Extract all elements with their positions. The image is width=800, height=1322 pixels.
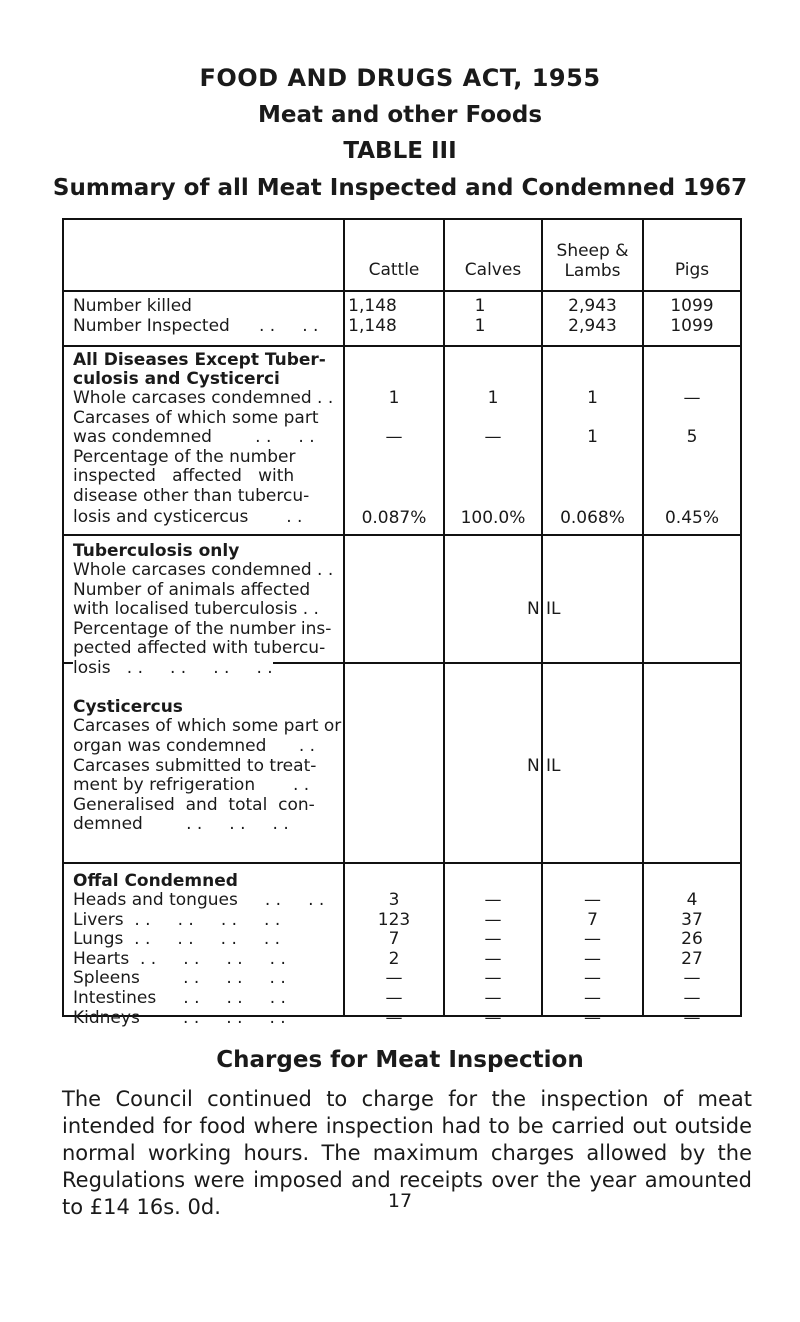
- offal-cell: 123: [377, 909, 411, 930]
- row-label: organ was condemned . .: [73, 736, 316, 756]
- row-label: Generalised and total con-: [73, 795, 315, 815]
- offal-row-label: Hearts . . . . . . . .: [73, 948, 286, 969]
- row-label: Number of animals affected: [73, 580, 311, 600]
- whole-condemned-pigs: —: [683, 388, 701, 408]
- row-label: inspected affected with: [73, 466, 295, 486]
- offal-row-label: Spleens . . . . . .: [73, 968, 286, 989]
- row-rule: [62, 862, 742, 864]
- page-number: 17: [387, 1190, 413, 1212]
- row-label-killed: Number killed: [73, 296, 192, 316]
- charges-paragraph: The Council continued to charge for the inspection of meat intended for food where inspection had to be carried out outside normal working hours. The maximum charges allowed by the Regulations were imposed and receipts over the year amounted to £14 16s. 0d.: [62, 1087, 752, 1219]
- col-header-calves: Calves: [464, 260, 522, 280]
- row-label: Carcases submitted to treat-: [73, 756, 317, 776]
- part-condemned-calves: —: [484, 427, 502, 447]
- act-title: FOOD AND DRUGS ACT, 1955: [199, 64, 601, 92]
- offal-cell: —: [484, 929, 502, 950]
- column-rule: [62, 218, 64, 1017]
- row-label: demned . . . . . .: [73, 814, 289, 834]
- part-condemned-cattle: —: [385, 427, 403, 447]
- column-rule: [740, 218, 742, 1017]
- offal-row-label: Intestines . . . . . .: [73, 988, 286, 1008]
- row-label: Whole carcases condemned . .: [73, 560, 334, 580]
- offal-cell: 3: [388, 890, 400, 910]
- row-label: losis and cysticercus . .: [73, 507, 303, 527]
- offal-cell: 2: [388, 948, 400, 969]
- col-header-cattle: Cattle: [368, 260, 420, 280]
- inspected-sheep: 2,943: [568, 316, 617, 336]
- offal-cell: —: [683, 988, 701, 1008]
- charges-heading: Charges for Meat Inspection: [216, 1047, 584, 1073]
- table-subtitle: Summary of all Meat Inspected and Condemned 1967: [52, 175, 748, 201]
- offal-cell: 4: [686, 890, 698, 910]
- offal-cell: —: [484, 948, 502, 969]
- killed-cattle: 1,148: [348, 296, 397, 316]
- offal-cell: —: [584, 988, 601, 1008]
- offal-row-label: Lungs . . . . . . . .: [73, 929, 281, 950]
- row-label-inspected: Number Inspected: [73, 316, 230, 336]
- row-rule: [62, 534, 742, 536]
- row-label: pected affected with tubercu-: [73, 638, 326, 658]
- percent-calves: 100.0%: [460, 508, 526, 528]
- offal-cell: —: [584, 929, 601, 950]
- row-label: with localised tuberculosis . .: [73, 599, 319, 619]
- whole-condemned-calves: 1: [487, 388, 499, 408]
- offal-cell: —: [683, 1007, 701, 1028]
- part-condemned-sheep: 1: [587, 427, 598, 447]
- offal-cell: —: [683, 968, 701, 989]
- row-label: Percentage of the number ins-: [73, 619, 332, 639]
- part-condemned-pigs: 5: [686, 427, 698, 447]
- row-label: Carcases of which some part or: [73, 716, 342, 736]
- inspected-calves: 1: [474, 316, 486, 336]
- row-dots: . . . .: [259, 316, 319, 336]
- offal-cell: —: [484, 988, 502, 1008]
- offal-cell: 37: [681, 909, 703, 930]
- section-heading: All Diseases Except Tuber-: [73, 350, 326, 370]
- offal-cell: —: [584, 948, 601, 969]
- section-title: Meat and other Foods: [257, 102, 543, 128]
- nil-marker: IL: [546, 599, 561, 619]
- inspected-pigs: 1099: [670, 316, 714, 336]
- offal-cell: —: [584, 890, 601, 910]
- section-heading: culosis and Cysticerci: [73, 369, 280, 389]
- offal-cell: 7: [587, 909, 598, 930]
- percent-sheep: 0.068%: [560, 508, 625, 528]
- percent-pigs: 0.45%: [664, 508, 719, 528]
- row-label: ment by refrigeration . .: [73, 775, 310, 795]
- row-label: Carcases of which some part: [73, 408, 319, 428]
- row-label: losis . . . . . . . .: [73, 658, 273, 678]
- row-label: Percentage of the number: [73, 447, 296, 467]
- table-top-rule: [62, 218, 742, 220]
- nil-marker: N: [527, 599, 540, 619]
- offal-row-label: Livers . . . . . . . .: [73, 909, 281, 930]
- col-header-pigs: Pigs: [674, 260, 710, 280]
- killed-calves: 1: [474, 296, 486, 316]
- section-heading: Cysticercus: [73, 697, 183, 717]
- offal-cell: —: [484, 890, 502, 910]
- percent-cattle: 0.087%: [361, 508, 427, 528]
- killed-sheep: 2,943: [568, 296, 617, 316]
- offal-cell: —: [385, 988, 403, 1008]
- whole-condemned-sheep: 1: [587, 388, 598, 408]
- nil-marker: IL: [546, 756, 561, 776]
- col-header-sheep: Sheep &: [556, 241, 629, 261]
- offal-cell: —: [484, 909, 502, 930]
- row-label: Whole carcases condemned . .: [73, 388, 334, 408]
- offal-cell: —: [385, 968, 403, 989]
- offal-cell: —: [484, 968, 502, 989]
- table-title: TABLE III: [343, 138, 457, 164]
- row-rule: [62, 345, 742, 347]
- offal-cell: —: [584, 968, 601, 989]
- whole-condemned-cattle: 1: [388, 388, 400, 408]
- offal-cell: —: [584, 1007, 601, 1028]
- row-label: was condemned . . . .: [73, 427, 315, 447]
- row-label: disease other than tubercu-: [73, 486, 310, 506]
- offal-cell: 7: [388, 929, 400, 950]
- nil-marker: N: [527, 756, 540, 776]
- killed-pigs: 1099: [670, 296, 714, 316]
- offal-cell: 27: [681, 948, 703, 969]
- offal-cell: —: [484, 1007, 502, 1028]
- offal-cell: —: [385, 1007, 403, 1028]
- section-heading: Offal Condemned: [73, 871, 238, 891]
- inspected-cattle: 1,148: [348, 316, 397, 336]
- col-header-lambs: Lambs: [564, 261, 621, 281]
- row-rule: [62, 290, 742, 292]
- section-heading: Tuberculosis only: [73, 541, 240, 561]
- offal-row-label: Kidneys . . . . . .: [73, 1007, 286, 1028]
- offal-row-label: Heads and tongues . . . .: [73, 890, 325, 910]
- offal-cell: 26: [681, 929, 703, 950]
